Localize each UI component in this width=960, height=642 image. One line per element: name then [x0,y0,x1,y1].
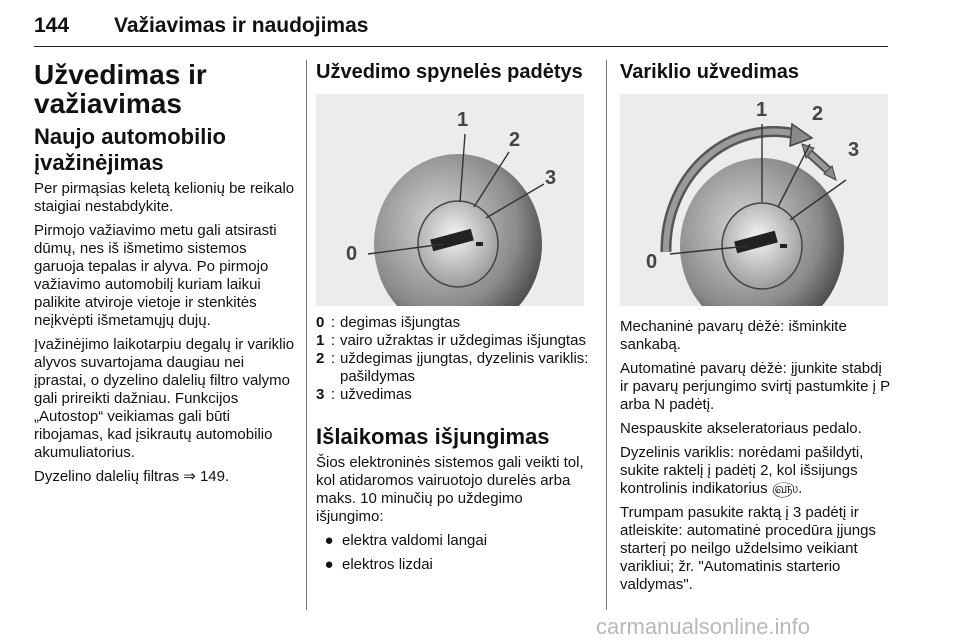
paragraph: Pirmojo važiavimo metu gali atsirasti dūmų, nes iš išmetimo sistemos garuoja tepalas ir alyva. Po pirmojo važiavimo automobilį kuriam laikui palikite atviroje vietoje ir stenkitės neįkvėpti išmetamųjų dujų. [34,222,277,329]
ignition-switch-illustration [316,94,584,306]
list-item: ● elektra valdomi langai [316,532,592,550]
subsection-title: Išlaikomas išjungimas [316,424,550,449]
engine-start-illustration [620,94,888,306]
position-label: 0 [346,243,358,265]
paragraph: Trumpam pasukite raktą į 3 padėtį ir atleiskite: automatinė procedūra įjungs starterį po neilgo uždelsimo veikiant varikliui; žr. "Automatinis starterio valdymas". [620,504,876,593]
paragraph: Nespauskite akseleratoriaus pedalo. [620,420,862,437]
column-ignition-positions [316,60,592,580]
position-label: 1 [756,99,768,121]
paragraph: Šios elektroninės sistemos gali veikti tol, kol atidaromos vairuotojo durelės arba maks. 10 minučių po uždegimo išjungimo: [316,454,584,525]
column-divider [306,60,307,610]
column-divider [606,60,607,610]
column-engine-start [620,60,890,600]
column-starting-driving [34,60,296,492]
position-label: 2 [509,129,521,151]
section-title: Variklio užvedimas [620,61,799,83]
chapter-title: Važiavimas ir naudojimas [114,14,369,37]
legend-item: 2 : uždegimas įjungtas, dyzelinis variklis: pašildymas [316,350,589,385]
paragraph: Per pirmąsias keletą kelionių be reikalo staigiai nestabdykite. [34,180,295,215]
section-title: Užvedimas ir važiavimas [34,59,207,119]
watermark: carmanualsonline.info [596,614,811,639]
position-legend [316,314,592,404]
page-header [34,14,888,47]
position-label: 3 [545,167,557,189]
position-label: 2 [812,103,824,125]
list-item: ● elektros lizdai [316,556,592,574]
position-label: 0 [646,251,658,273]
page-number: 144 [34,14,70,37]
ignition-switch-figure [316,94,584,306]
position-label: 3 [848,139,860,161]
legend-item: 3 : užvedimas [316,386,412,403]
position-label: 1 [457,109,469,131]
paragraph: Įvažinėjimo laikotarpiu degalų ir variklio alyvos suvartojama daugiau nei įprastai, o dyzelino dalelių filtro valymo gali prireikti dažniau. Funkcijos „Autostop“ veikiamas gali būti ribojamas, kad įsikrautų automobilio akumuliatorius. [34,336,295,461]
section-title: Užvedimo spynelės padėtys [316,61,583,83]
subsection-title: Naujo automobilio įvažinėjimas [34,124,226,175]
legend-item: 0 : degimas išjungtas [316,314,461,331]
paragraph: Automatinė pavarų dėžė: įjunkite stabdį ir pavarų perjungimo svirtį pastumkite į P arba N padėtį. [620,360,890,413]
cross-reference: Dyzelino dalelių filtras ⇒ 149. [34,468,230,485]
legend-item: 1 : vairo užraktas ir uždegimas išjungtas [316,332,586,349]
bullet-icon: ● [324,556,334,573]
engine-start-figure [620,94,888,306]
bullet-icon: ● [324,532,334,549]
paragraph: Mechaninė pavarų dėžė: išminkite sankabą. [620,318,847,353]
paragraph: Dyzelinis variklis: norėdami pašildyti, sukite raktelį į padėtį 2, kol išsijungs kontrolinis indikatorius ௵. [620,444,864,497]
